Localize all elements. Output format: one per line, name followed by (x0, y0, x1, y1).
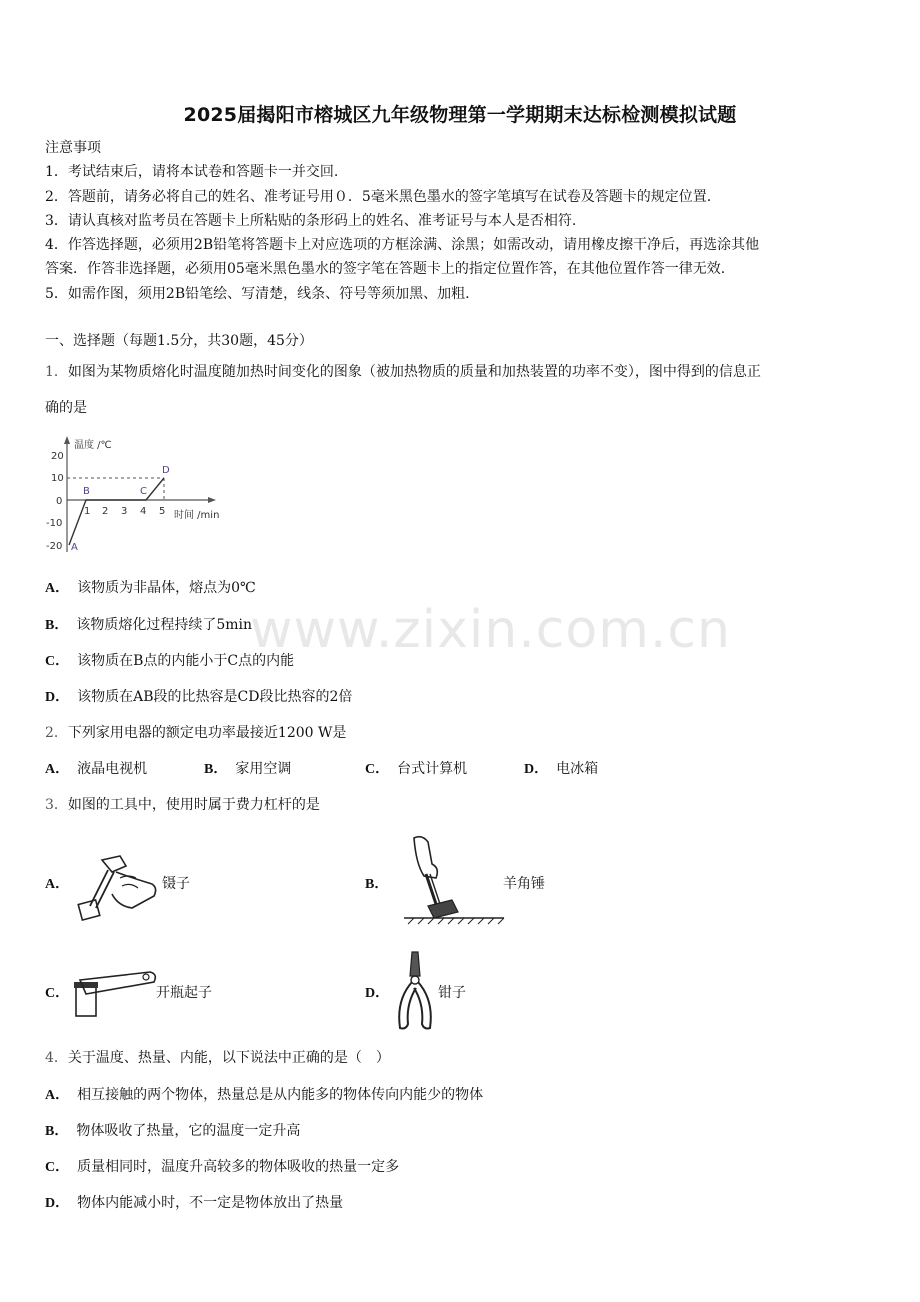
option-text: 该物质熔化过程持续了5min (76, 617, 253, 633)
y-tick: 10 (51, 473, 64, 484)
notice-item: 答案．作答非选择题，必须用05毫米黑色墨水的签字笔在答题卡上的指定位置作答，在其他位置作答一律无效. (45, 261, 726, 277)
option-text: 该物质为非晶体，熔点为0℃ (77, 580, 256, 596)
question-2 (45, 723, 346, 743)
watermark: www.zixin.com.cn (250, 600, 731, 660)
question-3 (45, 795, 320, 815)
question-text: 如图的工具中，使用时属于费力杠杆的是 (67, 797, 320, 813)
question-1 (45, 362, 761, 382)
pliers-image (390, 950, 440, 1032)
option-text: 该物质在AB段的比热容是CD段比热容的2倍 (77, 689, 353, 705)
question-number: 1． (45, 364, 68, 380)
point-label: C (140, 486, 147, 497)
notice-item: 4．作答选择题，必须用2B铅笔将答题卡上对应选项的方框涂满、涂黑；如需改动，请用橡皮擦干净后，再选涂其他 (45, 237, 760, 253)
option-text: 家用空调 (235, 761, 292, 777)
question-number: 3． (45, 797, 68, 813)
x-tick: 2 (102, 506, 109, 517)
option-b[interactable] (204, 759, 291, 780)
option-letter: A． (45, 877, 70, 892)
bottle-opener-image (70, 968, 160, 1018)
option-text: 物体内能减小时，不一定是物体放出了热量 (77, 1195, 344, 1211)
point-label: B (83, 486, 90, 497)
question-text: 关于温度、热量、内能，以下说法中正确的是（ ） (67, 1050, 390, 1066)
option-letter: B． (365, 877, 389, 892)
question-number: 2． (45, 725, 68, 741)
point-label: D (162, 465, 170, 476)
x-tick: 3 (121, 506, 128, 517)
option-text: 电冰箱 (556, 761, 599, 777)
option-letter: B． (45, 1124, 69, 1139)
question-number: 4． (45, 1050, 68, 1066)
option-text: 物体吸收了热量，它的温度一定升高 (76, 1123, 301, 1139)
question-text: 下列家用电器的额定电功率最接近1200 W是 (67, 725, 347, 741)
page-title: 2025届揭阳市榕城区九年级物理第一学期期末达标检测模拟试题 (183, 104, 737, 126)
option-b[interactable] (45, 615, 252, 636)
option-letter: C． (45, 1160, 70, 1175)
option-text: 该物质在B点的内能小于C点的内能 (77, 653, 295, 669)
claw-hammer-image (400, 834, 510, 934)
question-text: 如图为某物质熔化时温度随加热时间变化的图象（被加热物质的质量和加热装置的功率不变），图中得到的信息正 (67, 364, 761, 380)
option-text: 钳子 (438, 985, 466, 1001)
option-c[interactable] (45, 1157, 399, 1178)
option-text: 台式计算机 (397, 761, 468, 777)
y-tick: 0 (56, 496, 63, 507)
option-text: 质量相同时，温度升高较多的物体吸收的热量一定多 (77, 1159, 400, 1175)
notice-heading: 注意事项 (45, 140, 101, 156)
section-heading: 一、选择题（每题1.5分，共30题，45分） (45, 333, 313, 349)
notice-item: 2．答题前，请务必将自己的姓名、准考证号用０．5毫米黑色墨水的签字笔填写在试卷及答题卡的规定位置. (45, 189, 712, 205)
option-d[interactable] (45, 1193, 343, 1214)
temperature-time-graph (42, 432, 242, 557)
option-text: 相互接触的两个物体，热量总是从内能多的物体传向内能少的物体 (77, 1087, 484, 1103)
y-axis-label: 温度 /℃ (74, 440, 112, 451)
tweezers-image (72, 848, 162, 923)
point-label: A (71, 542, 78, 553)
option-letter: C． (45, 654, 70, 669)
option-text: 开瓶起子 (156, 985, 212, 1001)
option-c[interactable] (365, 759, 467, 780)
y-tick: 20 (51, 451, 64, 462)
y-tick: -10 (46, 518, 63, 529)
x-axis-label: 时间 /min (174, 510, 220, 521)
option-text: 羊角锤 (503, 876, 545, 892)
x-tick: 5 (159, 506, 166, 517)
option-letter: D． (524, 762, 549, 777)
option-a[interactable] (45, 1085, 483, 1106)
question-text-cont: 确的是 (45, 400, 87, 416)
option-letter: C． (365, 762, 390, 777)
notice-item: 3．请认真核对监考员在答题卡上所粘贴的条形码上的姓名、准考证号与本人是否相符. (45, 213, 577, 229)
notice-item: 1．考试结束后，请将本试卷和答题卡一并交回. (45, 164, 339, 180)
option-d[interactable] (524, 759, 598, 780)
question-4 (45, 1048, 390, 1068)
option-b[interactable] (365, 874, 396, 895)
x-axis-arrow (208, 497, 216, 503)
option-letter: D． (365, 986, 390, 1001)
option-letter: C． (45, 986, 70, 1001)
option-a[interactable] (45, 759, 147, 780)
notice-item: 5．如需作图，须用2B铅笔绘、写清楚，线条、符号等须加黑、加粗. (45, 286, 470, 302)
option-d[interactable] (45, 687, 352, 708)
option-letter: A． (45, 1088, 70, 1103)
option-letter: B． (45, 618, 69, 633)
option-b[interactable] (45, 1121, 300, 1142)
option-letter: A． (45, 762, 70, 777)
x-tick: 1 (84, 506, 91, 517)
option-text: 液晶电视机 (77, 761, 148, 777)
y-tick: -20 (46, 541, 63, 552)
option-letter: B． (204, 762, 228, 777)
option-letter: A． (45, 581, 70, 596)
option-letter: D． (45, 1196, 70, 1211)
option-a[interactable] (45, 578, 256, 599)
x-tick: 4 (140, 506, 147, 517)
option-letter: D． (45, 690, 70, 705)
option-text: 镊子 (162, 876, 190, 892)
y-axis-arrow (64, 436, 70, 444)
